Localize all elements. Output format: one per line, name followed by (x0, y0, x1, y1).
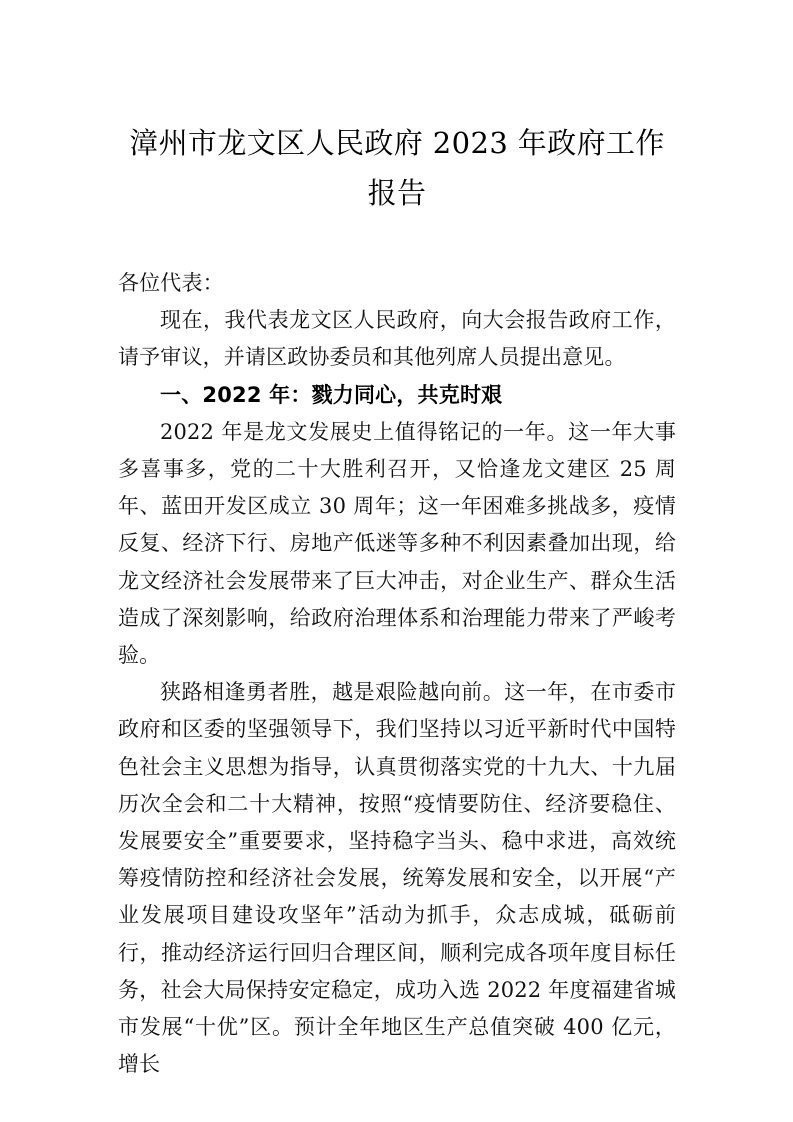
intro-paragraph: 现在，我代表龙文区人民政府，向大会报告政府工作，请予审议，并请区政协委员和其他列席人员提出意见。 (118, 308, 676, 370)
page-content (118, 0, 676, 1083)
section-heading-2022: 一、2022 年：戮力同心，共克时艰 (160, 382, 503, 407)
page-title: 漳州市龙文区人民政府 2023 年政府工作报告 (129, 126, 665, 210)
salutation: 各位代表： (118, 271, 224, 295)
body-paragraph-1: 2022 年是龙文发展史上值得铭记的一年。这一年大事多喜事多，党的二十大胜利召开，又恰逢龙文建区 25 周年、蓝田开发区成立 30 周年；这一年困难多挑战多，疫情反复、经济下行、房地产低迷等多种不利因素叠加出现，给龙文经济社会发展带来了巨大冲击，对企业生产、群众生活造成了深刻影响，给政府治理体系和治理能力带来了严峻考验。 (118, 419, 676, 668)
body-paragraph-2: 狭路相逢勇者胜，越是艰险越向前。这一年，在市委市政府和区委的坚强领导下，我们坚持以习近平新时代中国特色社会主义思想为指导，认真贯彻落实党的十九大、十九届历次全会和二十大精神，按照“疫情要防住、经济要稳住、发展要安全”重要要求，坚持稳字当头、稳中求进，高效统筹疫情防控和经济社会发展，统筹发展和安全，以开展“产业发展项目建设攻坚年”活动为抓手，众志成城，砥砺前行，推动经济运行回归合理区间，顺利完成各项年度目标任务，社会大局保持安定稳定，成功入选 2022 年度福建省城市发展“十优”区。预计全年地区生产总值突破 400 亿元，增长 (118, 680, 676, 1077)
